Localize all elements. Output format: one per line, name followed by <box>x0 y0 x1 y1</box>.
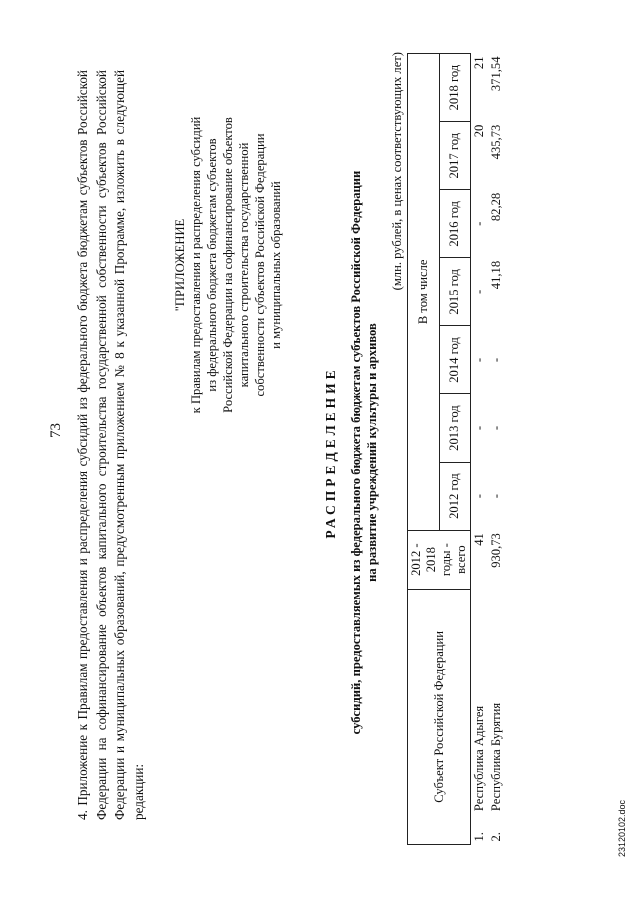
page-number: 73 <box>48 423 64 438</box>
row-subject: Республика Адыгея <box>472 705 486 812</box>
intro-paragraph: 4. Приложение к Правилам предоставления и распределения субсидий из федерального бюджета бюджетам субъектов Российской Федерации на софинансирование объектов капитального строительства государственной собственности субъектов Российской Федерации и муниципальных образований, предусмотренным приложением № 8 к указанной Программе, изложить в следующей редакции: <box>75 70 146 820</box>
row-value: - <box>472 494 486 499</box>
appendix-block <box>172 55 284 475</box>
header-year: 2013 год <box>439 394 471 462</box>
header-subject: Субъект Российской Федерации <box>408 589 471 844</box>
row-number: 1. <box>472 832 486 842</box>
units-note: (млн. рублей, в ценах соответствующих лет) <box>390 52 404 291</box>
row-number: 2. <box>489 832 503 842</box>
row-value: 41,18 <box>489 260 503 290</box>
document-subtitle <box>348 140 380 765</box>
row-value: - <box>472 289 486 294</box>
header-total: 2012 - 2018 годы - всего <box>408 530 471 589</box>
row-total: 41 <box>471 530 489 589</box>
header-year: 2015 год <box>439 258 471 326</box>
document-title: РАСПРЕДЕЛЕНИЕ <box>323 366 338 539</box>
header-year: 2014 год <box>439 326 471 394</box>
header-year: 2012 год <box>439 462 471 530</box>
subtitle-line: субсидий, предоставляемых из федерального бюджета бюджетам субъектов Российской Федерации <box>349 170 363 735</box>
file-name-footer: 23120102.doc <box>617 799 627 857</box>
header-year: 2016 год <box>439 190 471 258</box>
distribution-table <box>407 53 505 845</box>
appendix-line: Российской Федерации на софинансирование объектов <box>221 117 235 413</box>
row-value: 82,28 <box>489 192 503 222</box>
row-value: - <box>472 425 486 431</box>
appendix-line: капитального строительства государственной <box>237 142 251 388</box>
appendix-line: собственности субъектов Российской Федерации <box>253 133 267 397</box>
table-row <box>488 54 505 845</box>
row-value: - <box>489 425 503 431</box>
subtitle-line: на развитие учреждений культуры и архивов <box>365 323 379 582</box>
appendix-line: и муниципальных образований <box>269 181 283 349</box>
row-value: 371,54 <box>489 56 503 92</box>
appendix-heading: "ПРИЛОЖЕНИЕ <box>173 218 187 312</box>
header-year: 2018 год <box>439 54 471 122</box>
header-including: В том числе <box>408 54 440 531</box>
row-subject: Республика Бурятия <box>489 702 503 812</box>
appendix-line: к Правилам предоставления и распределения субсидий <box>189 116 203 414</box>
row-total: 930,73 <box>489 533 503 568</box>
row-value: - <box>472 357 486 363</box>
row-value: - <box>472 221 486 226</box>
table-header-row <box>408 54 440 845</box>
appendix-line: из федерального бюджета бюджетам субъектов <box>205 138 219 392</box>
row-value: 21 <box>472 56 486 70</box>
row-value: 435,73 <box>489 124 503 160</box>
header-year: 2017 год <box>439 122 471 190</box>
table-row <box>471 54 489 845</box>
row-value: - <box>489 357 503 363</box>
row-value: - <box>489 494 503 499</box>
row-value: 20 <box>472 124 486 138</box>
